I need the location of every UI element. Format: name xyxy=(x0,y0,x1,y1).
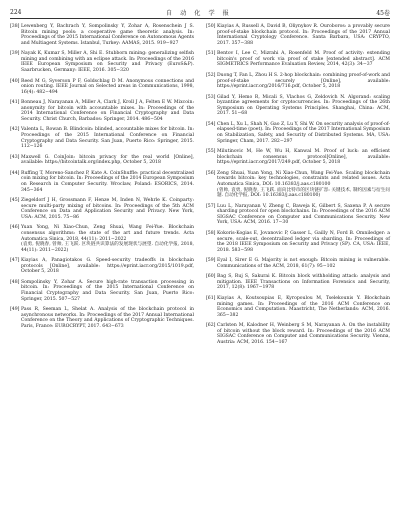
reference-entry xyxy=(206,231,390,253)
reference-entry xyxy=(10,280,194,302)
reference-entry xyxy=(206,171,390,199)
reference-text: Duong T, Fan L, Zhou H S. 2-hop blockchain: combining proof-of-work and proof-of-stake securely [Online], available: https://eprint.iacr.org/2016/716.pdf, October 5, 2018 xyxy=(217,72,390,90)
reference-number: [41] xyxy=(10,100,20,106)
reference-text: Reed M G, Syverson P F, Goldschlag D M. Anonymous connections and onion routing. IEEE Journal on Selected areas in Communications, 1998, 16(4): 482−494 xyxy=(21,78,194,95)
reference-number: [39] xyxy=(10,51,20,57)
reference-text: Bag S, Ruj S, Sakurai K. Bitcoin block withholding attack: analysis and mitigation. IEEE Transactions on Information Forensics and Security, 2017, 12(8): 1967−1978 xyxy=(217,274,390,291)
reference-number: [45] xyxy=(10,198,20,204)
reference-entry xyxy=(10,127,194,149)
reference-text: Gilad Y, Hemo R, Micali S, Vlachos G, Zeldovich N. Algorand: scaling byzantine agreements for cryptocurrencies. In: Proceedings of the 26th Symposium on Operating Systems Principles. Shanghai, China: ACM, 2017. 51−68 xyxy=(217,94,390,117)
reference-entry xyxy=(206,51,390,68)
reference-number: [62] xyxy=(206,323,216,329)
reference-text: Zeng Shuai, Yuan Yong, Ni Xiao-Chun, Wang Fei-Yue. Scaling blockchain towards bitcoin: key technologies, constraints and related issues. Acta Automatica Sinica, DOI: 10.16383/j.aas.c180100 (曾帅, 袁勇, 倪晓春, 王飞跃. 面向比特币的区块链扩容: 关键技术, 制约因素与衍生问题. 自动化学报, DOI: 10.16383/j.aas.c180100) xyxy=(217,170,390,199)
reference-number: [56] xyxy=(206,170,216,176)
reference-text: Nayak K, Kumar S, Miller A, Shi E. Stubborn mining: generalizing selfish mining and combining with an eclipse attack. In: Proceedings of the 2016 IEEE European Symposium on Security and Privacy (EuroS&P). Saarbrucken, Germany: IEEE, 2016. 305−320 xyxy=(21,51,194,74)
reference-text: Carlsten M, Kalodner H, Weinberg S M, Narayanan A. On the instability of bitcoin without the block reward. In: Proceedings of the 2016 ACM SIGSAC Conference on Computer and Communications Security. Vienna, Austria: ACM, 2016. 154−167 xyxy=(217,323,390,345)
reference-text: Luu L, Narayanan V, Zheng C, Baweja K, Gilbert S, Saxena P. A secure sharding protocol for open blockchains. In: Proceedings of the 2016 ACM SIGSAC Conference on Computer and Communications Security. New York, USA: ACM, 2016. 17−30 xyxy=(217,203,390,226)
reference-text: Bentov I, Lee C, Mizrahi A, Rosenfeld M. Proof of activity: extending bitcoin's proof of work via proof of stake [extended abstract]. ACM SIGMETRICS Performance Evaluation Review, 2014, 42(3): 34−37 xyxy=(217,51,390,68)
reference-text: Bonneau J, Narayanan A, Miller A, Clark J, Kroll J A, Felten E W. Mixcoin: anonymity for bitcoin with accountable mixes. In: Proceedings of the 2014 International Conference on Financial Cryptography and Data Security. Christ Church, Barbados: Springer, 2014. 486−504 xyxy=(21,100,194,122)
reference-text: Eyal I, Sirer E G. Majority is not enough: Bitcoin mining is vulnerable. Communications of the ACM, 2018, 61(7): 95−102 xyxy=(217,258,390,269)
reference-entry xyxy=(10,51,194,73)
reference-number: [44] xyxy=(10,170,20,176)
reference-entry xyxy=(10,225,194,253)
references-columns xyxy=(10,24,390,521)
reference-text: Milutinovic M, He W, Wu H, Kanwal M. Proof of luck: an efficient blockchain consensus protocol[Online], available: https://eprint.iacr.org/2017/249.pdf, October 5, 2018 xyxy=(217,149,390,166)
reference-number: [42] xyxy=(10,127,20,133)
reference-text: Chen L, Xu L, Shah N, Gao Z, Lu Y, Shi W. On security analysis of proof-of-elapsed-time (poet). In: Proceedings of the 2017 International Symposium on Stabilization, Safety, and Security of Distributed Systems. MA, USA: Springer, Cham, 2017. 282−297 xyxy=(217,121,390,144)
reference-entry xyxy=(10,258,194,275)
reference-text: Lewenberg Y, Bachrach Y, Sompolinsky Y, Zohar A, Rosenschein J S. Bitcoin mining pools: a cooperative game theoretic analysis. In: Proceedings of the 2015 International Conference on Autonomous Agents and Multiagent Systems. Istanbul, Turkey: AAMAS, 2015. 919−927 xyxy=(21,24,194,46)
reference-entry xyxy=(206,296,390,318)
reference-entry xyxy=(10,171,194,193)
page-header xyxy=(10,6,390,19)
reference-text: Sompolinsky Y, Zohar A. Secure high-rate transaction processing in bitcoin. In: Proceedings of the 2015 International Conference on Financial Cryptography and Data Security. San Juan, Puerto Rico: Springer, 2015. 507−527 xyxy=(21,279,194,302)
reference-number: [60] xyxy=(206,274,216,280)
reference-number: [48] xyxy=(10,279,20,285)
page-number: 224 xyxy=(10,8,22,16)
reference-entry xyxy=(206,73,390,90)
reference-number: [58] xyxy=(206,230,216,236)
reference-number: [38] xyxy=(10,24,20,29)
reference-number: [61] xyxy=(206,295,216,301)
reference-number: [57] xyxy=(206,203,216,209)
reference-entry xyxy=(206,122,390,144)
reference-entry xyxy=(206,24,390,46)
reference-number: [46] xyxy=(10,225,20,231)
reference-entry xyxy=(10,198,194,220)
reference-number: [59] xyxy=(206,258,216,264)
reference-entry xyxy=(206,204,390,226)
reference-number: [54] xyxy=(206,121,216,127)
reference-text: Kokoris-Kogias E, Jovanovic P, Gasser L, Gailly N, Ford B. Omniledger: a secure, scale-out, decentralized ledger via sharding. In: Proceedings of the 2018 IEEE Symposium on Security and Privacy (SP). CA, USA: IEEE, 2018. 583−598 xyxy=(217,230,390,253)
reference-text: Ziegeldorf J H, Grossmann F, Henze M, Inden N, Wehrle K. Coinparty: secure multi-party mixing of bitcoins. In: Proceedings of the 5th ACM Conference on Data and Application Security and Privacy. New York, USA: ACM, 2015. 75−86 xyxy=(21,198,194,220)
reference-entry xyxy=(10,100,194,122)
reference-entry xyxy=(10,307,194,329)
reference-number: [55] xyxy=(206,149,216,155)
reference-number: [43] xyxy=(10,154,20,160)
references-left-column xyxy=(10,24,194,521)
reference-number: [53] xyxy=(206,94,216,100)
reference-text: Maxwell G. CoinJoin: bitcoin privacy for the real world [Online], available: https://bitcointalk.org/index.php, October 5, 2018 xyxy=(21,154,194,166)
reference-text: Ruffing T, Moreno-Sanchez P, Kate A. CoinShuffle: practical decentralized coin mixing for bitcoin. In: Proceedings of the 2014 European Symposium on Research in Computer Security. Wroclaw, Poland: ESORICS, 2014. 345−364 xyxy=(21,170,194,193)
journal-title: 自 动 化 学 报 xyxy=(166,9,232,17)
reference-entry xyxy=(206,149,390,166)
reference-text: Kiayias A, Koutsoupias E, Kyropoulou M, Tselekounis Y. Blockchain mining games. In: Proceedings of the 2016 ACM Conference on Economics and Computation. Maastricht, The Netherlands: ACM, 2016. 365−382 xyxy=(217,295,390,318)
reference-entry xyxy=(206,323,390,345)
reference-text: Kiayias A, Russell A, David B, Oliynykov R. Ouroboros: a provably secure proof-of-stake blockchain protocol. In: Proceedings of the 2017 Annual International Cryptology Conference. Santa Barbara, USA: CRYPTO, 2017. 357−388 xyxy=(217,24,390,46)
reference-number: [47] xyxy=(10,258,20,264)
references-right-column xyxy=(206,24,390,521)
reference-entry xyxy=(10,155,194,166)
reference-number: [51] xyxy=(206,51,216,57)
volume-label: 45卷 xyxy=(376,9,390,17)
reference-entry xyxy=(206,274,390,291)
reference-text: Yuan Yong, Ni Xiao-Chun, Zeng Shuai, Wang Fei-Yue. Blockchain consensus algorithms: the state of the art and future trends. Acta Automatica Sinica, 2018, 44(11): 2011−2022 (袁勇, 倪晓春, 曾帅, 王飞跃. 区块链共识算法的发展现状与展望. 自动化学报, 2018, 44(11): 2011−2022) xyxy=(21,225,194,253)
reference-number: [50] xyxy=(206,24,216,29)
reference-number: [52] xyxy=(206,72,216,78)
reference-entry xyxy=(10,24,194,46)
reference-number: [40] xyxy=(10,78,20,84)
reference-entry xyxy=(10,79,194,96)
reference-number: [49] xyxy=(10,307,20,313)
reference-entry xyxy=(206,95,390,117)
reference-text: Pass R, Seeman L, Shelat A. Analysis of the blockchain protocol in asynchronous networks. In: Proceedings of the 2017 Annual International Conference on the Theory and Applications of Cryptographic Techniques. Paris, France: EUROCRYPT, 2017. 643−673 xyxy=(21,307,194,329)
reference-text: Valenta L, Rowan B. Blindcoin: blinded, accountable mixes for bitcoin. In: Proceedings of the 2015 International Conference on Financial Cryptography and Data Security. San Juan, Puerto Rico: Springer, 2015. 112−126 xyxy=(21,127,194,150)
reference-text: Kiayias A, Panagiotakos G. Speed-security tradeoffs in blockchain protocols [Online], available: https://eprint.iacr.org/2015/1019.pdf, October 5, 2018 xyxy=(21,258,194,275)
reference-entry xyxy=(206,258,390,269)
